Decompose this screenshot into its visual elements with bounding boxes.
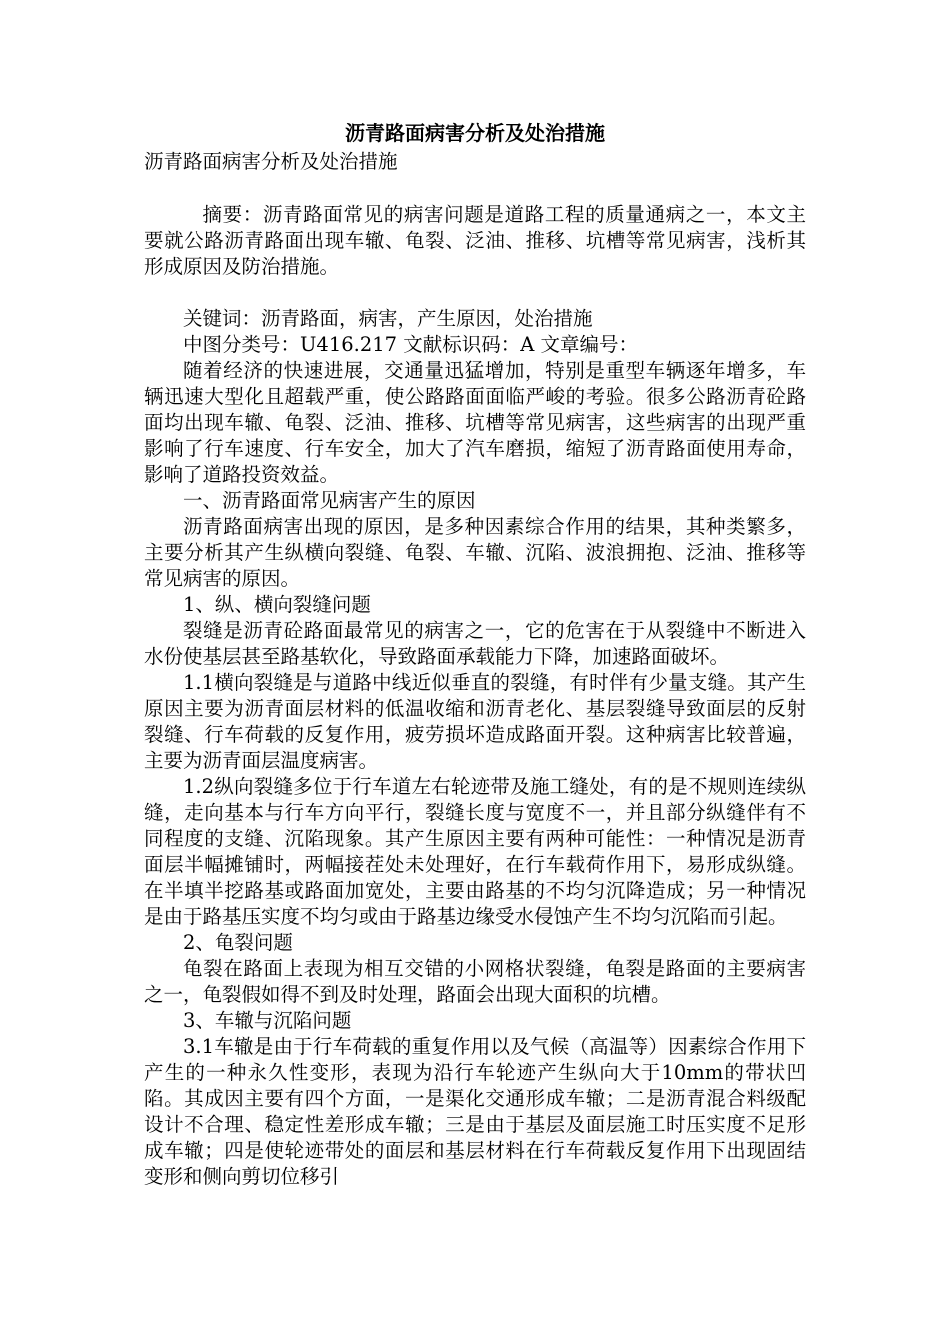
spacer bbox=[144, 176, 806, 202]
body-paragraph: 随着经济的快速进展，交通量迅猛增加，特别是重型车辆逐年增多，车辆迅速大型化且超载严重，使公路路面面临严峻的考验。很多公路沥青砼路面均出现车辙、龟裂、泛油、推移、坑槽等常见病害，这些病害的出现严重影响了行车速度、行车安全，加大了汽车磨损，缩短了沥青路面使用寿命，影响了道路投资效益。 bbox=[144, 359, 806, 486]
body-paragraph: 1.2纵向裂缝多位于行车道左右轮迹带及施工缝处，有的是不规则连续纵缝，走向基本与行车方向平行，裂缝长度与宽度不一，并且部分纵缝伴有不同程度的支缝、沉陷现象。其产生原因主要有两种可能性：一种情况是沥青面层半幅摊铺时，两幅接茬处未处理好，在行车载荷作用下，易形成纵缝。在半填半挖路基或路面加宽处，主要由路基的不均匀沉降造成；另一种情况是由于路基压实度不均匀或由于路基边缘受水侵蚀产生不均匀沉陷而引起。 bbox=[144, 775, 806, 928]
body-paragraph: 3.1车辙是由于行车荷载的重复作用以及气候（高温等）因素综合作用下产生的一种永久性变形，表现为沿行车轮迹产生纵向大于10mm的带状凹陷。其成因主要有四个方面，一是渠化交通形成车辙；二是沥青混合料级配设计不合理、稳定性差形成车辙；三是由于基层及面层施工时压实度不足形成车辙；四是使轮迹带处的面层和基层材料在行车荷载反复作用下出现固结变形和侧向剪切位移引 bbox=[144, 1035, 806, 1188]
section-heading: 一、沥青路面常见病害产生的原因 bbox=[183, 489, 476, 512]
document-page bbox=[144, 118, 806, 1190]
body-paragraph: 1.1横向裂缝是与道路中线近似垂直的裂缝，有时伴有少量支缝。其产生原因主要为沥青面层材料的低温收缩和沥青老化、基层裂缝导致面层的反射裂缝、行车荷载的反复作用，疲劳损坏造成路面开裂。这种病害比较普遍，主要为沥青面层温度病害。 bbox=[144, 671, 806, 772]
body-paragraph: 沥青路面病害出现的原因，是多种因素综合作用的结果，其种类繁多，主要分析其产生纵横向裂缝、龟裂、车辙、沉陷、波浪拥抱、泛油、推移等常见病害的原因。 bbox=[144, 515, 806, 590]
document-title: 沥青路面病害分析及处治措施 bbox=[345, 121, 605, 145]
subsection-heading: 3、车辙与沉陷问题 bbox=[183, 1009, 352, 1032]
classification-line: 中图分类号：U416.217 文献标识码：A 文章编号： bbox=[183, 333, 639, 356]
subsection-heading: 2、龟裂问题 bbox=[183, 931, 293, 954]
abstract-paragraph: 摘要：沥青路面常见的病害问题是道路工程的质量通病之一，本文主要就公路沥青路面出现车辙、龟裂、泛油、推移、坑槽等常见病害，浅析其形成原因及防治措施。 bbox=[144, 203, 806, 278]
document-subtitle: 沥青路面病害分析及处治措施 bbox=[144, 150, 398, 173]
spacer bbox=[144, 280, 806, 306]
body-paragraph: 裂缝是沥青砼路面最常见的病害之一，它的危害在于从裂缝中不断进入水份使基层甚至路基软化，导致路面承载能力下降，加速路面破坏。 bbox=[144, 619, 806, 668]
body-paragraph: 龟裂在路面上表现为相互交错的小网格状裂缝，龟裂是路面的主要病害之一，龟裂假如得不到及时处理，路面会出现大面积的坑槽。 bbox=[144, 957, 806, 1006]
subsection-heading: 1、纵、横向裂缝问题 bbox=[183, 593, 371, 616]
keywords-line: 关键词：沥青路面，病害，产生原因，处治措施 bbox=[183, 307, 593, 330]
